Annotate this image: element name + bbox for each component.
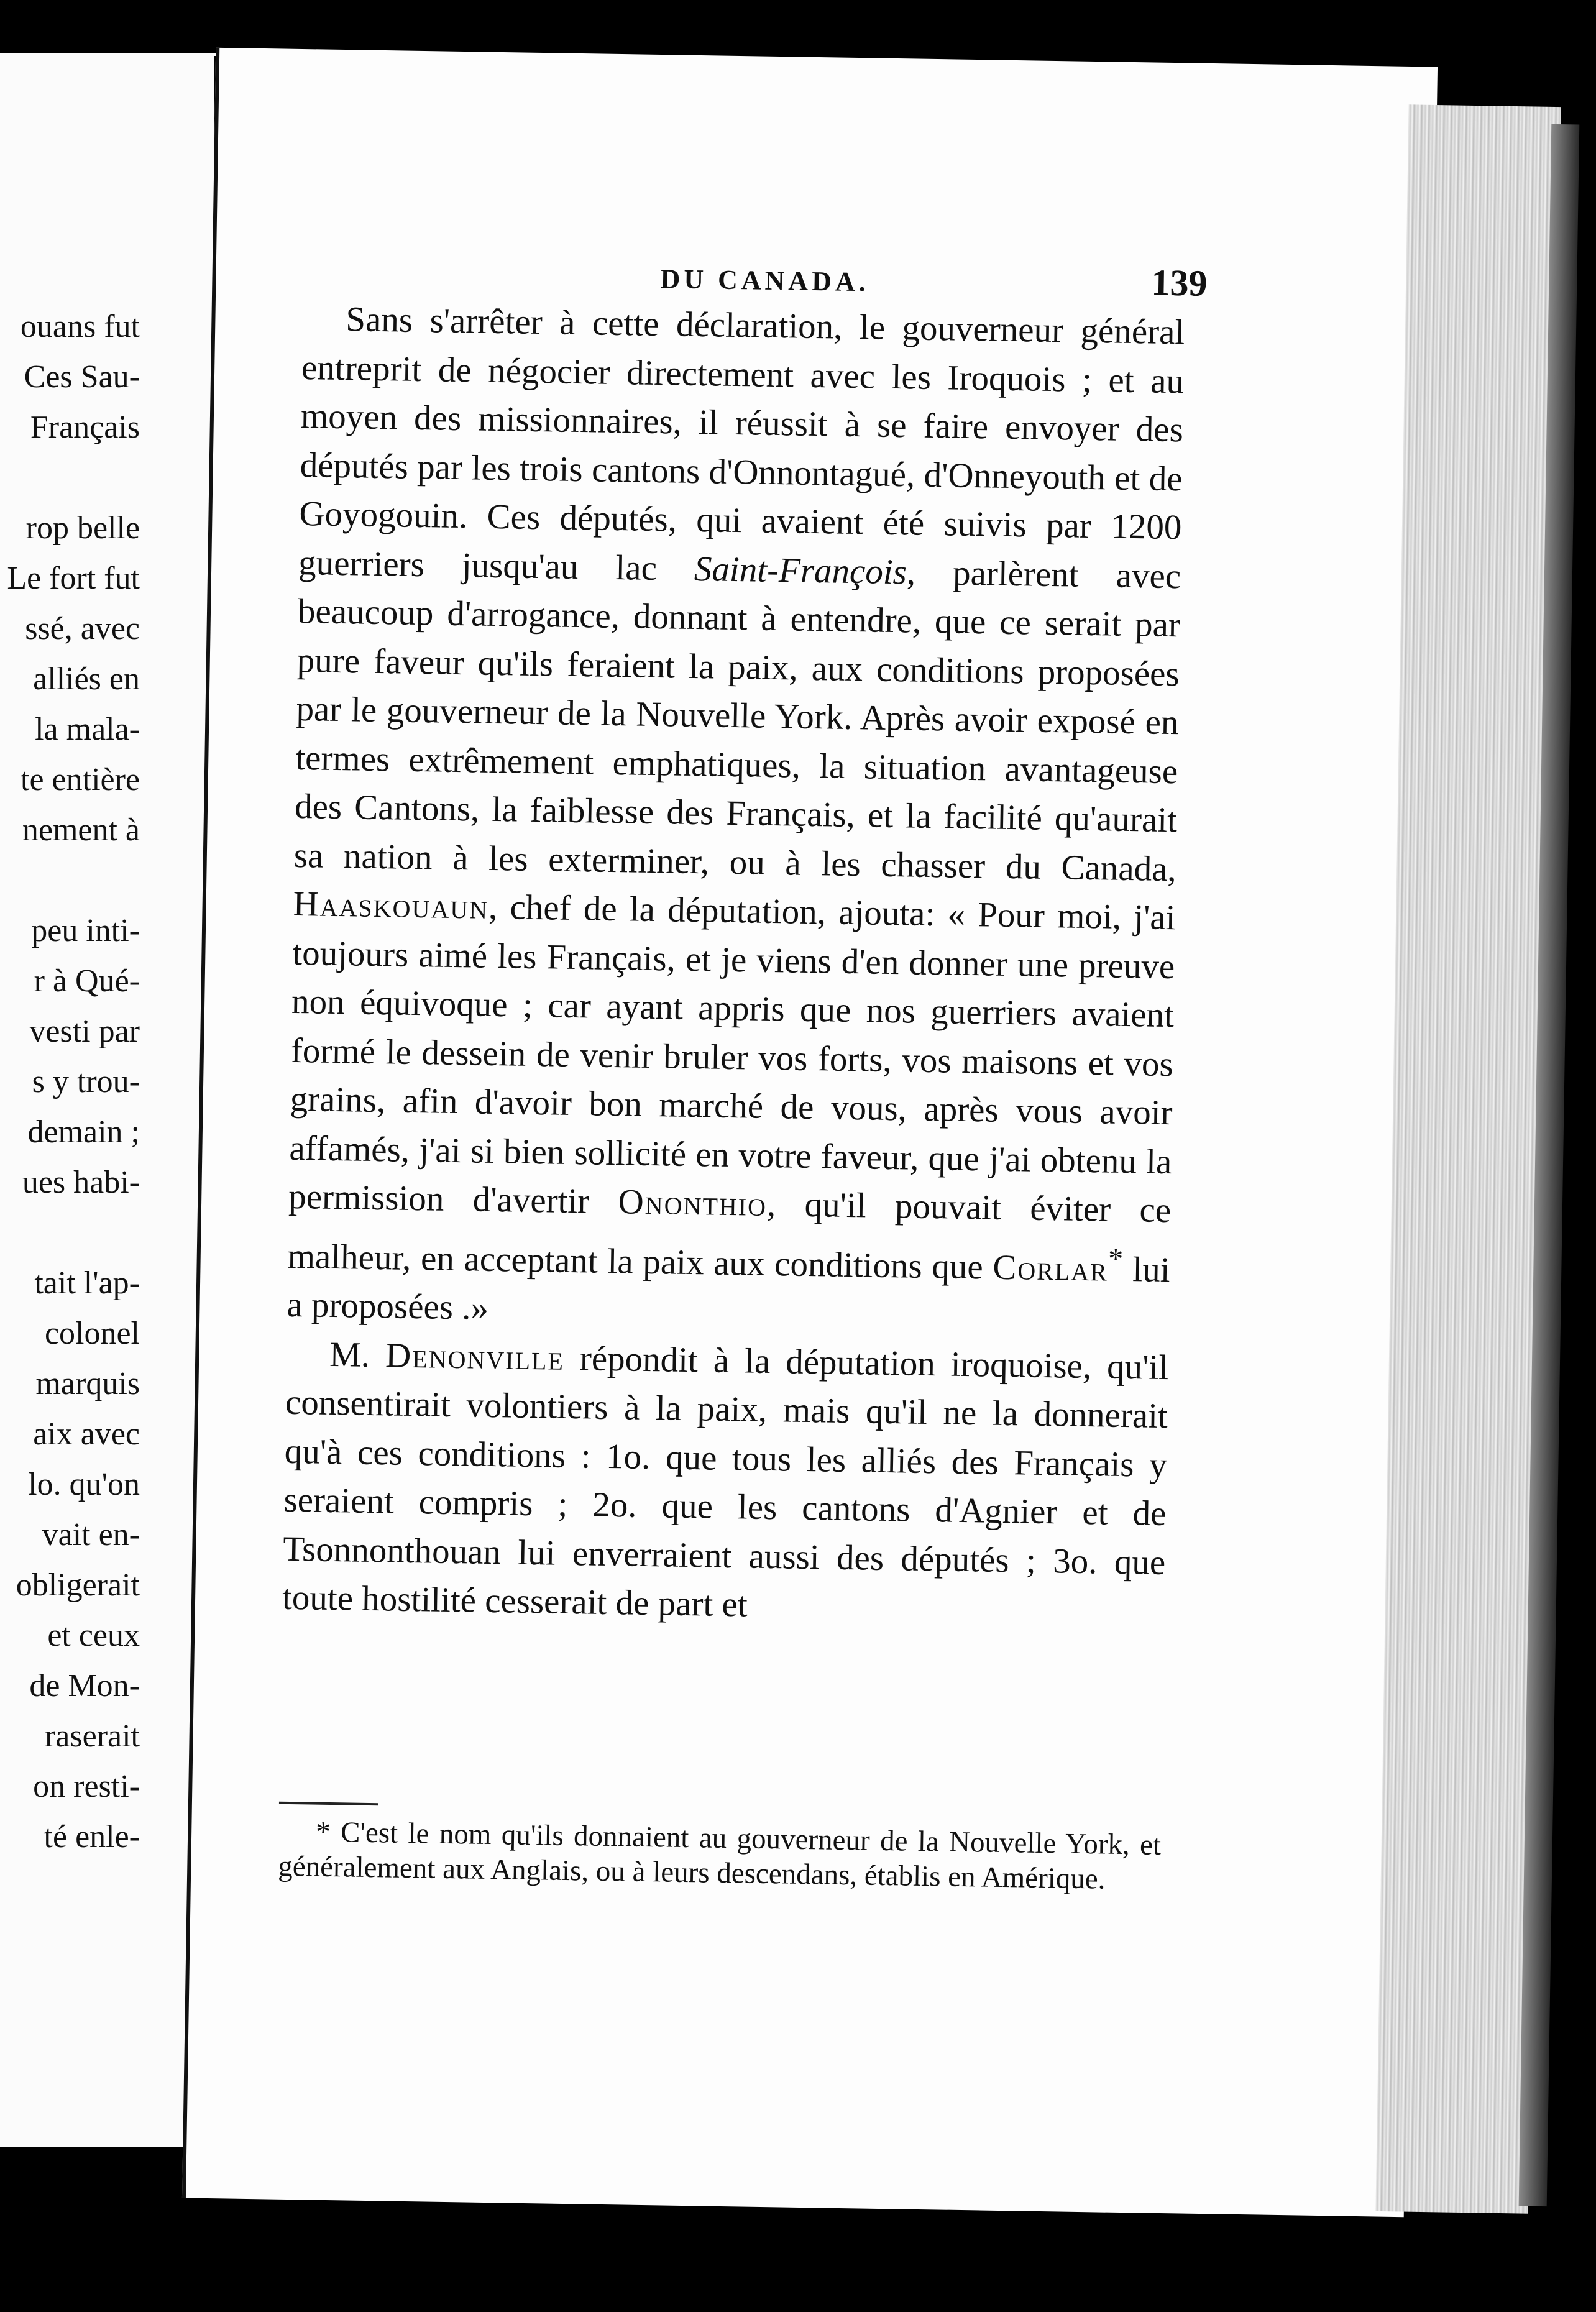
- left-page-line: r à Qué-: [34, 963, 140, 999]
- left-page-line: raserait: [44, 1718, 140, 1754]
- left-page-line: de Mon-: [29, 1668, 140, 1704]
- right-page: [182, 48, 1438, 2217]
- left-page-line: te entière: [21, 762, 140, 797]
- left-page-line: vesti par: [29, 1014, 140, 1049]
- left-page-line: Français: [30, 410, 140, 445]
- left-page-line: tait l'ap-: [34, 1265, 140, 1301]
- footnote-text: * C'est le nom qu'ils donnaient au gouverneur de la Nouvelle York, et généralement aux Anglais, ou à leurs descendans, établis en Amérique.: [277, 1815, 1162, 1896]
- left-page-line: obligerait: [16, 1567, 140, 1603]
- person-name: Ononthio: [618, 1182, 768, 1224]
- left-page-line: colonel: [44, 1316, 140, 1351]
- paragraph-2: M. Denonville répondit à la députation iroquoise, qu'il consentirait volontiers à la paix, mais qu'il ne la donnerait qu'à ces conditions : 1o. que tous les alliés des Français y seraient compris ; 2o. que les cantons d'Agnier et de Tsonnonthouan lui enverraient aussi des députés ; 3o. que toute hostilité cesserait de part et: [282, 1334, 1169, 1625]
- left-page-line: Ces Sau-: [24, 359, 140, 395]
- left-page-line: demain ;: [27, 1114, 140, 1150]
- left-page-line: [0, 855, 140, 906]
- left-page-line: alliés en: [33, 661, 140, 697]
- footnote-marker: *: [1108, 1242, 1124, 1275]
- left-page-line: marquis: [35, 1366, 140, 1401]
- footnote-rule: [279, 1802, 378, 1806]
- page-number: 139: [1151, 262, 1208, 304]
- body-text: [282, 295, 1185, 1636]
- left-page-line: s y trou-: [32, 1064, 140, 1099]
- left-page-line: ues habi-: [22, 1165, 140, 1200]
- left-page-line: Le fort fut: [7, 561, 140, 596]
- left-page-line: et ceux: [47, 1618, 140, 1653]
- left-page-line: ouans fut: [20, 309, 140, 344]
- left-page-line: lo. qu'on: [28, 1467, 140, 1502]
- left-page-line: té enle-: [44, 1819, 140, 1855]
- left-page-line: peu inti-: [31, 913, 140, 948]
- left-page-text: [0, 301, 140, 1862]
- left-page-line: vait en-: [42, 1517, 140, 1553]
- footnote: [278, 1814, 1162, 1897]
- place-name: Saint-François: [694, 549, 907, 592]
- left-page-line: aix avec: [33, 1416, 140, 1452]
- person-name: Haaskouaun: [293, 884, 489, 927]
- paragraph-1: Sans s'arrêter à cette déclaration, le gouverneur général entreprit de négocier directement avec les Iroquois ; et au moyen des missionnaires, il réussit à se faire envoyer des députés par les trois cantons d'Onnontagué, d'Onneyouth et de Goyogouin. Ces députés, qui avaient été suivis par 1200 guerriers jusqu'au lac Saint-François, parlèrent avec beaucoup d'arrogance, donnant à entendre, que ce serait par pure faveur qu'ils feraient la paix, aux conditions proposées par le gouverneur de la Nouvelle York. Après avoir exposé en termes extrêmement emphatiques, la situation avantageuse des Cantons, la faiblesse des Français, et la facilité qu'aurait sa nation à les exterminer, ou à les chasser du Canada, Haaskouaun, chef de la députation, ajouta: « Pour moi, j'ai toujours aimé les Français, et je viens d'en donner une preuve non équivoque ; car ayant appris que nos guerriers avaient formé le dessein de venir bruler vos forts, vos maisons et vos grains, afin d'avoir bon marché de vous, après vous avoir affamés, j'ai si bien sollicité en votre faveur, que j'ai obtenu la permission d'avertir Ononthio, qu'il pouvait éviter ce malheur, en acceptant la paix aux conditions que Corlar* lui a proposées .»: [287, 300, 1185, 1328]
- left-page-line: la mala-: [35, 712, 140, 747]
- left-page-line: rop belle: [25, 510, 140, 546]
- left-page-line: nement à: [22, 812, 140, 848]
- left-page-line: ssé, avec: [25, 611, 140, 646]
- running-head: DU CANADA.: [660, 264, 870, 298]
- person-name: Denonville: [385, 1335, 565, 1378]
- left-page-line: on resti-: [33, 1769, 140, 1804]
- left-page-line: [0, 1208, 140, 1258]
- person-name: Corlar: [992, 1247, 1109, 1289]
- left-page-line: [0, 452, 140, 503]
